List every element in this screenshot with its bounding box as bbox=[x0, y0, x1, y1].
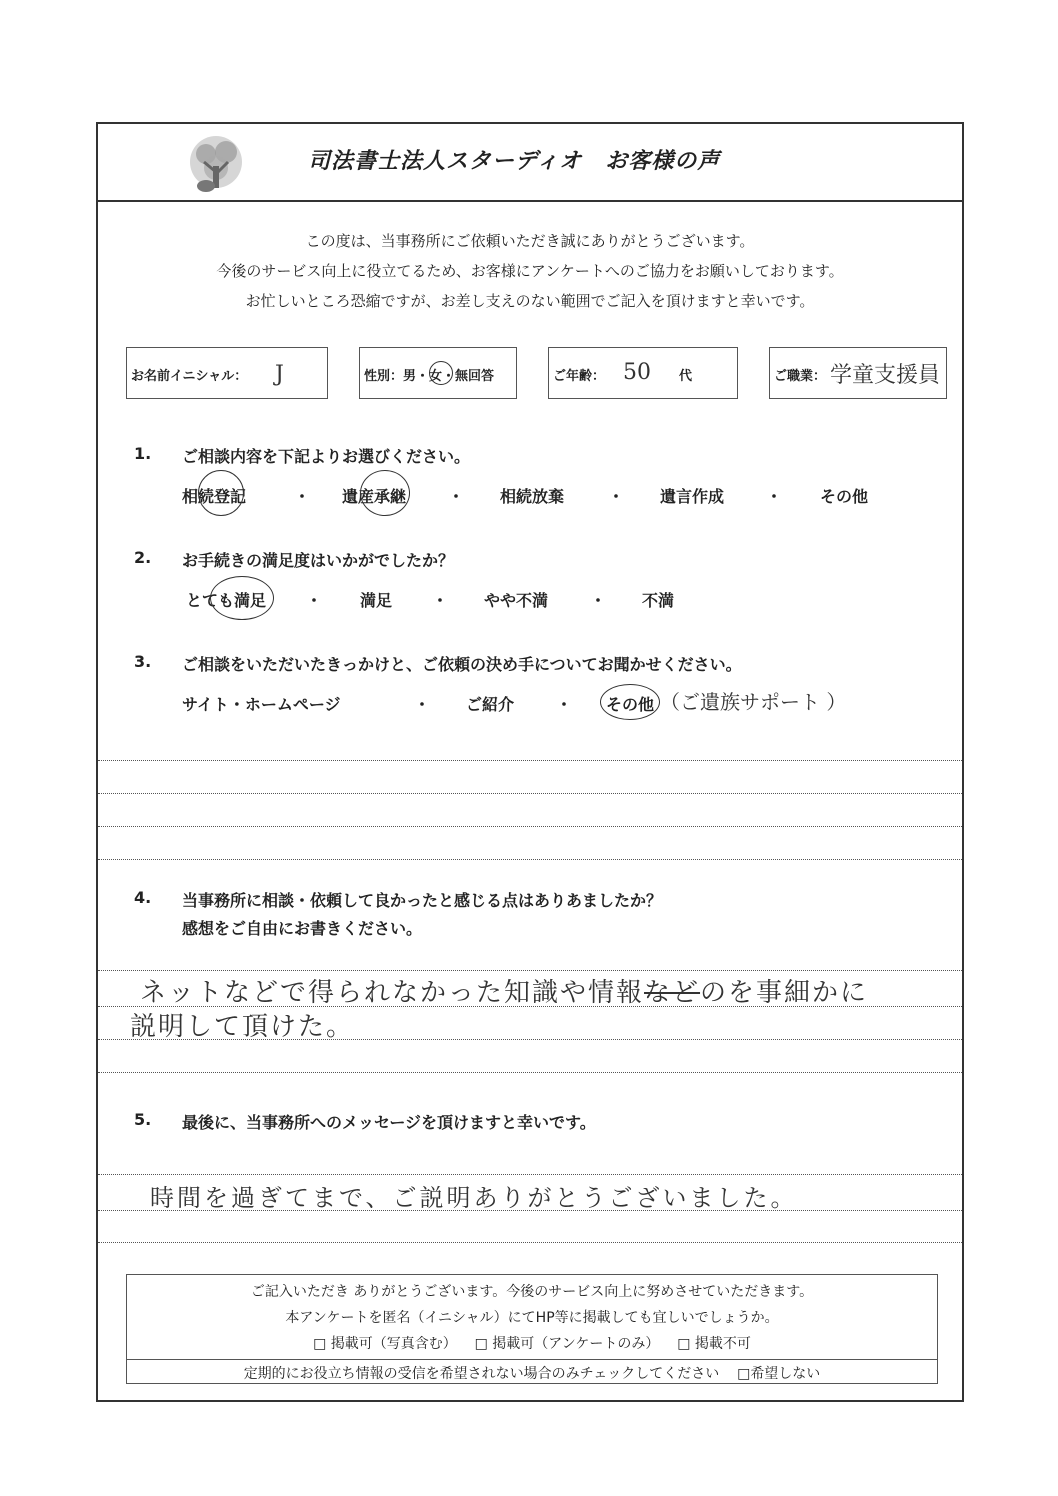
footer-box bbox=[126, 1274, 938, 1384]
job-value: 学童支援員 bbox=[830, 363, 941, 388]
separator-dot: ・ bbox=[556, 695, 573, 714]
answer-line bbox=[98, 970, 962, 971]
q4-answer-line-2: 説明して頂けた。 bbox=[130, 1012, 355, 1042]
gender-box bbox=[359, 347, 517, 399]
intro-line-3: お忙しいところ恐縮ですが、お差し支えのない範囲でご記入を頂けますと幸いです。 bbox=[245, 292, 815, 310]
separator-dot: ・ bbox=[590, 591, 607, 610]
answer-line bbox=[98, 760, 962, 761]
footer-divider bbox=[127, 1359, 937, 1360]
opt-out-label: 希望しない bbox=[750, 1366, 821, 1382]
q2-option-4: 不満 bbox=[642, 591, 675, 610]
q1-text: ご相談内容を下記よりお選びください。 bbox=[182, 447, 471, 466]
header bbox=[98, 124, 962, 202]
q5-answer: 時間を過ぎてまで、ご説明ありがとうございました。 bbox=[150, 1184, 798, 1212]
footer-line-1: ご記入いただき ありがとうございます。今後のサービス向上に努めさせていただきます。 bbox=[250, 1284, 814, 1300]
answer-line bbox=[98, 1174, 962, 1175]
age-label: ご年齢： bbox=[553, 369, 606, 384]
checkbox-opt-out[interactable]: □ bbox=[737, 1366, 751, 1382]
age-suffix: 代 bbox=[679, 369, 693, 384]
q2-number: 2. bbox=[134, 548, 152, 567]
initial-value: J bbox=[275, 362, 284, 387]
publish-survey-only-label: 掲載可（アンケートのみ） bbox=[492, 1336, 660, 1352]
gender-label: 性別：男・女・無回答 bbox=[364, 369, 495, 384]
separator-dot: ・ bbox=[766, 487, 783, 506]
checkbox-no-publish[interactable]: □ bbox=[677, 1336, 691, 1352]
q2-option-2: 満足 bbox=[360, 591, 393, 610]
job-label: ご職業： bbox=[774, 369, 827, 384]
age-box bbox=[548, 347, 738, 399]
q2-text: お手続きの満足度はいかがでしたか？ bbox=[182, 551, 455, 570]
separator-dot: ・ bbox=[432, 591, 449, 610]
initial-box bbox=[126, 347, 328, 399]
q4-number: 4. bbox=[134, 888, 152, 907]
publish-with-photo-label: 掲載可（写真含む） bbox=[330, 1336, 457, 1352]
separator-dot: ・ bbox=[294, 487, 311, 506]
q2-option-1: とても満足 bbox=[186, 591, 267, 610]
q1-number: 1. bbox=[134, 444, 152, 463]
q2-option-3: やや不満 bbox=[484, 591, 549, 610]
q4-answer-line-1 bbox=[140, 972, 868, 1009]
q4-answer-text-1b: のを事細かに bbox=[700, 978, 869, 1008]
footer-line-2: 本アンケートを匿名（イニシャル）にてHP等に掲載しても宜しいでしょうか。 bbox=[285, 1310, 779, 1326]
q2-selected-circle bbox=[210, 576, 274, 620]
q1-option-4: 遺言作成 bbox=[660, 487, 725, 506]
q5-text: 最後に、当事務所へのメッセージを頂けますと幸いです。 bbox=[182, 1113, 596, 1132]
q3-option-2: ご紹介 bbox=[466, 695, 515, 714]
q3-selected-circle bbox=[600, 684, 660, 720]
initial-label: お名前イニシャル： bbox=[131, 369, 248, 384]
page-title: 司法書士法人スターディオ お客様の声 bbox=[308, 149, 721, 174]
separator-dot: ・ bbox=[448, 487, 465, 506]
answer-line bbox=[98, 1210, 962, 1211]
separator-dot: ・ bbox=[608, 487, 625, 506]
opt-out-text: 定期的にお役立ち情報の受信を希望されない場合のみチェックしてください bbox=[243, 1366, 720, 1382]
checkbox-publish-with-photo[interactable]: □ bbox=[313, 1336, 327, 1352]
q3-option-1: サイト・ホームページ bbox=[182, 695, 341, 714]
q1-selected-circle-1 bbox=[198, 470, 244, 516]
q3-text: ご相談をいただいたきっかけと、ご依頼の決め手についてお聞かせください。 bbox=[182, 655, 742, 674]
q3-other-note: （ご遺族サポート ） bbox=[660, 690, 847, 714]
q4-text-2: 感想をご自由にお書きください。 bbox=[182, 919, 423, 938]
q1-selected-circle-2 bbox=[360, 470, 410, 516]
q4-answer-struck: など bbox=[644, 978, 701, 1008]
q5-number: 5. bbox=[134, 1110, 152, 1129]
q4-text: 当事務所に相談・依頼して良かったと感じる点はありあましたか？ bbox=[182, 891, 663, 910]
answer-line bbox=[98, 793, 962, 794]
gender-selected-circle bbox=[429, 361, 453, 385]
age-value: 50 bbox=[623, 360, 651, 385]
checkbox-publish-survey-only[interactable]: □ bbox=[474, 1336, 488, 1352]
q4-answer-text-1a: ネットなどで得られなかった知識や情報 bbox=[140, 978, 645, 1008]
q1-option-1: 相続登記 bbox=[182, 487, 247, 506]
answer-line bbox=[98, 1039, 962, 1040]
no-publish-label: 掲載不可 bbox=[694, 1336, 751, 1352]
intro-line-1: この度は、当事務所にご依頼いただき誠にありがとうございます。 bbox=[305, 232, 755, 250]
footer-line-4 bbox=[127, 1363, 937, 1383]
q1-option-2: 遺産承継 bbox=[342, 487, 407, 506]
job-box bbox=[769, 347, 947, 399]
q1-option-5: その他 bbox=[820, 487, 869, 506]
answer-line bbox=[98, 1072, 962, 1073]
q1-option-3: 相続放棄 bbox=[500, 487, 565, 506]
separator-dot: ・ bbox=[414, 695, 431, 714]
footer-options bbox=[127, 1333, 937, 1353]
q3-option-3: その他 bbox=[606, 695, 655, 714]
intro-line-2: 今後のサービス向上に役立てるため、お客様にアンケートへのご協力をお願いしております。 bbox=[216, 262, 844, 280]
survey-sheet bbox=[96, 122, 964, 1402]
separator-dot: ・ bbox=[306, 591, 323, 610]
answer-line bbox=[98, 859, 962, 860]
q3-number: 3. bbox=[134, 652, 152, 671]
answer-line bbox=[98, 1242, 962, 1243]
answer-line bbox=[98, 826, 962, 827]
tree-logo-icon bbox=[184, 132, 248, 196]
